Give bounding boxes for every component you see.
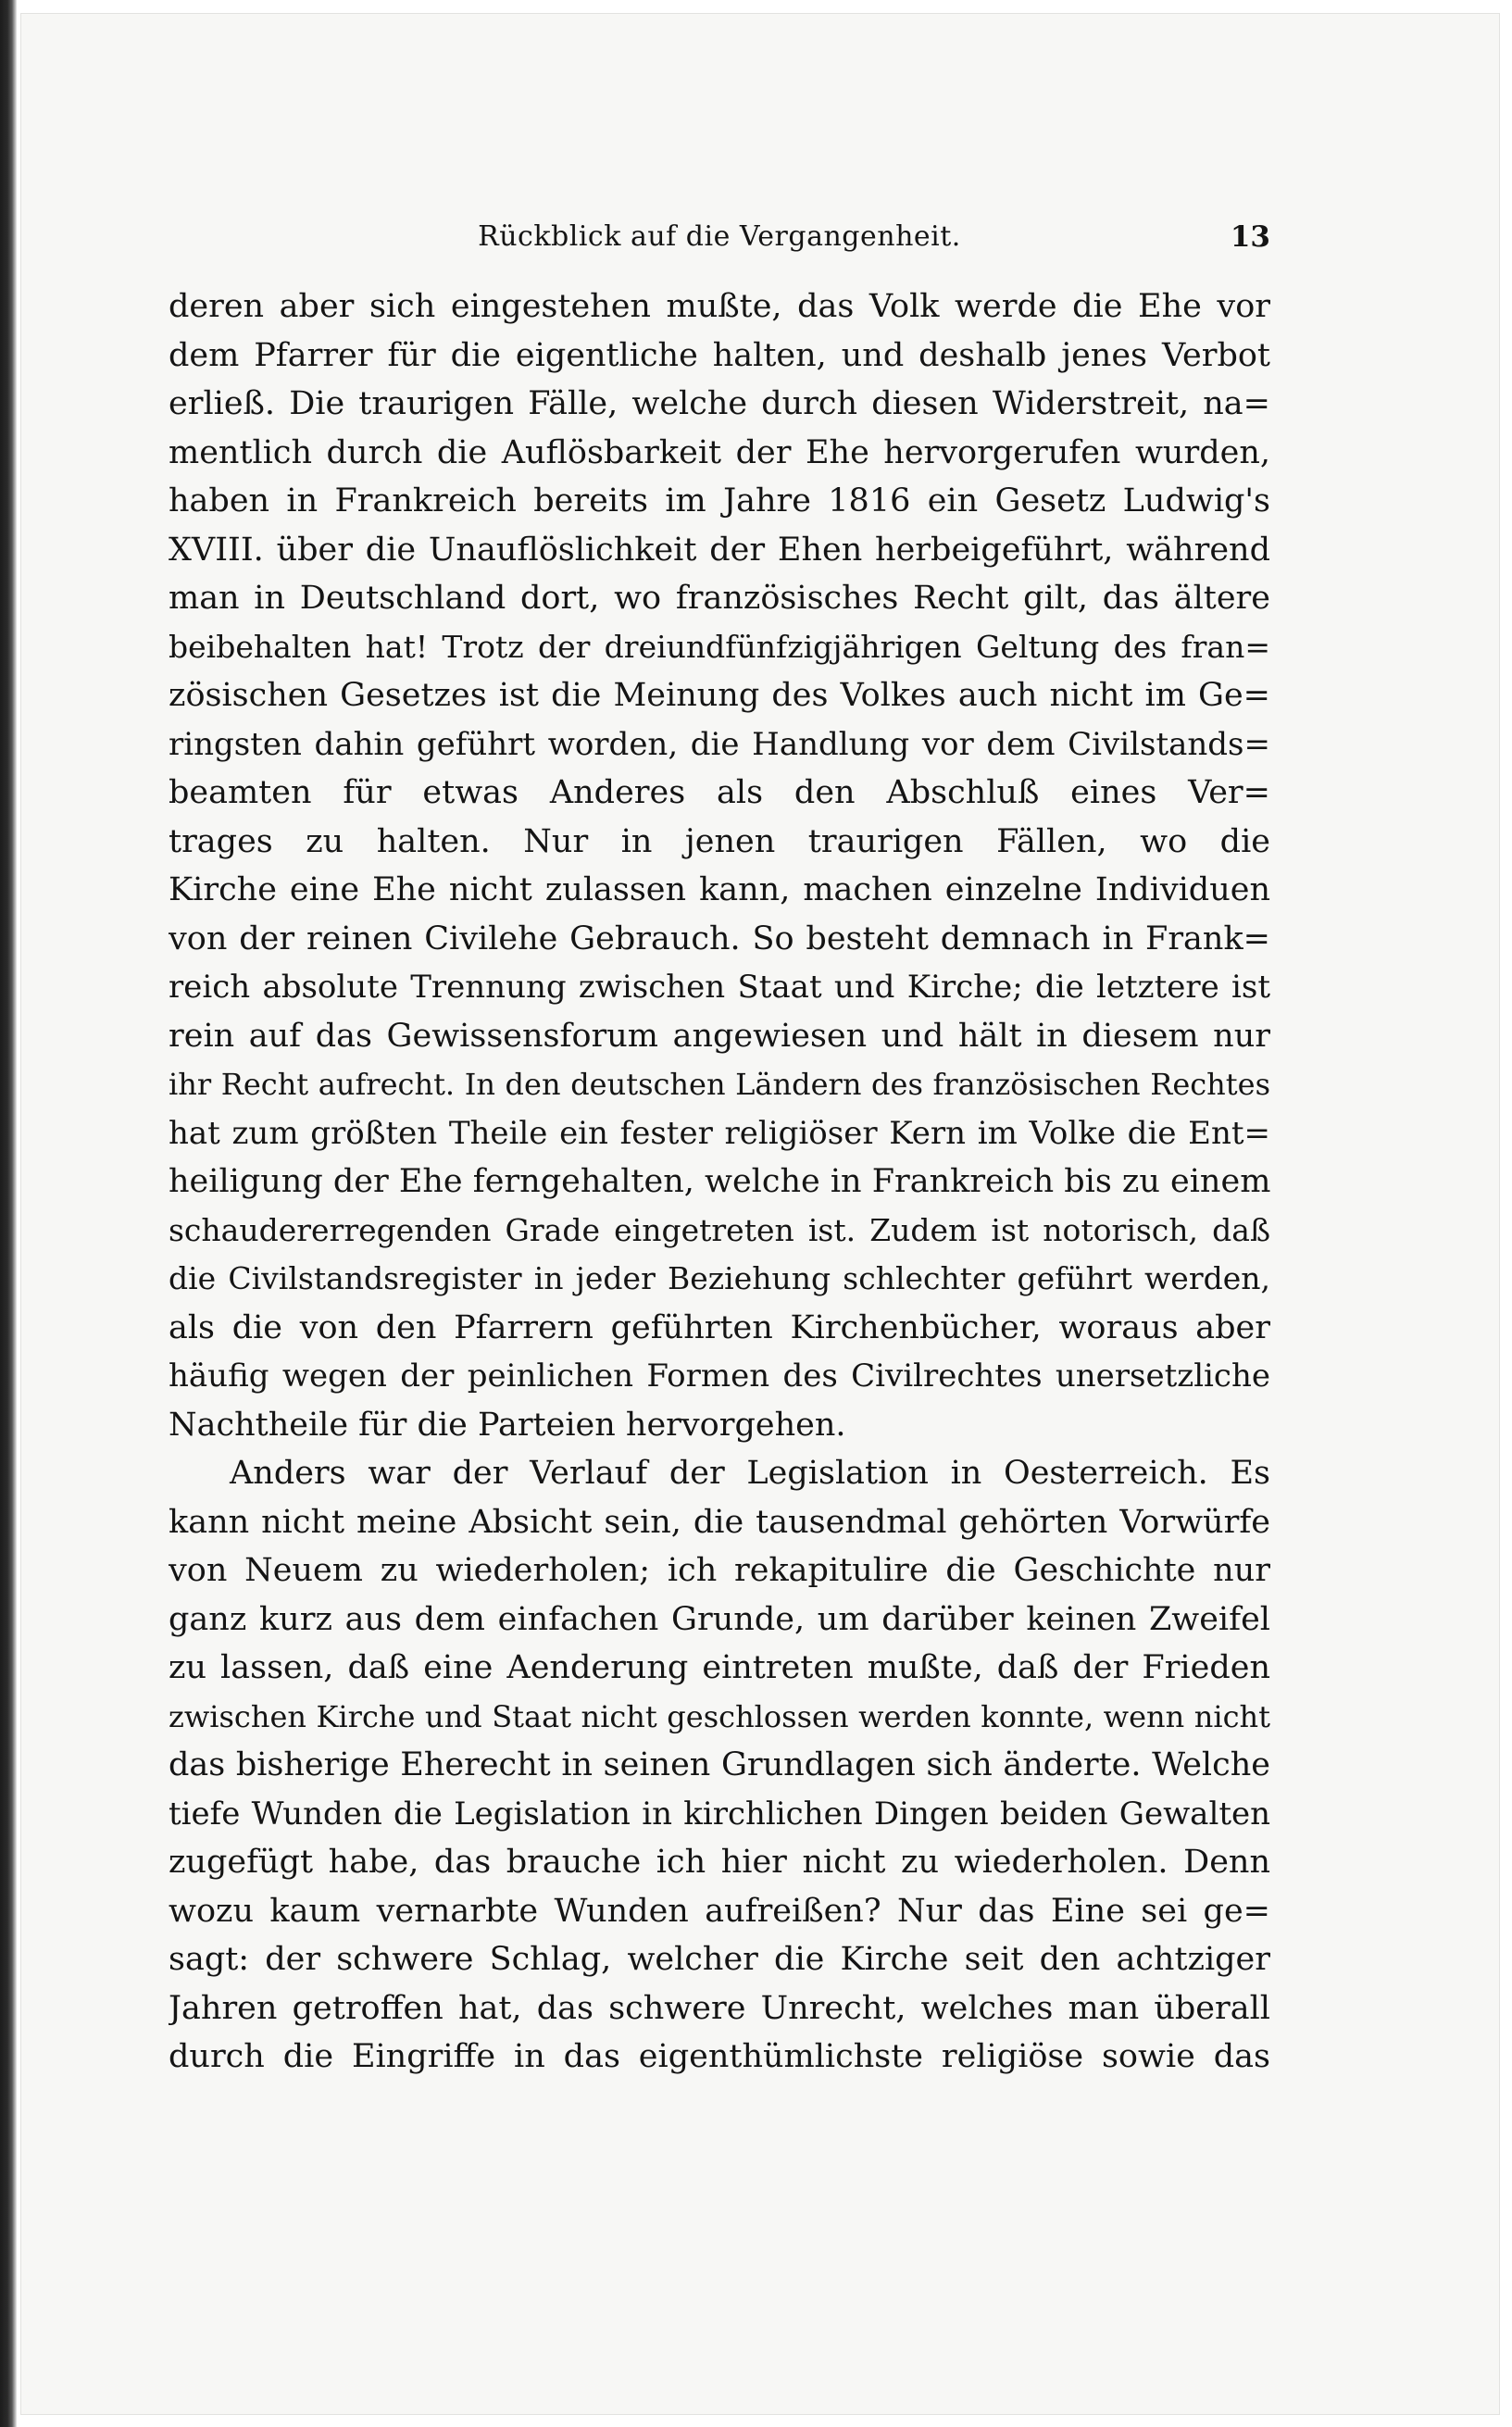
text-line: mentlich durch die Auflösbarkeit der Ehe hervorgerufen wurden, [169, 433, 1270, 471]
text-line: tiefe Wunden die Legislation in kirchlichen Dingen beiden Gewalten [169, 1795, 1270, 1833]
text-line: durch die Eingriffe in das eigenthümlichste religiöse sowie das [169, 2038, 1270, 2075]
text-line: deren aber sich eingestehen mußte, das Volk werde die Ehe vor [169, 288, 1270, 325]
text-line: ringsten dahin geführt worden, die Handlung vor dem Civilstands= [169, 725, 1270, 763]
text-line: kann nicht meine Absicht sein, die tausendmal gehörten Vorwürfe [169, 1503, 1270, 1541]
text-line: Anders war der Verlauf der Legislation in Oesterreich. Es [230, 1455, 1270, 1492]
text-line: haben in Frankreich bereits im Jahre 1816 ein Gesetz Ludwig's [169, 482, 1270, 519]
text-line: heiligung der Ehe ferngehalten, welche in Frankreich bis zu einem [169, 1163, 1270, 1200]
text-line: ihr Recht aufrecht. In den deutschen Ländern des französischen Rechtes [169, 1067, 1270, 1102]
text-line: rein auf das Gewissensforum angewiesen und hält in diesem nur [169, 1017, 1270, 1055]
text-line: von der reinen Civilehe Gebrauch. So besteht demnach in Frank= [169, 920, 1270, 957]
text-line: reich absolute Trennung zwischen Staat und Kirche; die letztere ist [169, 969, 1270, 1006]
running-head [169, 220, 1270, 257]
text-line: von Neuem zu wiederholen; ich rekapitulire die Geschichte nur [169, 1552, 1270, 1589]
text-line: erließ. Die traurigen Fälle, welche durch diesen Widerstreit, na= [169, 385, 1270, 422]
text-line: sagt: der schwere Schlag, welcher die Kirche seit den achtziger [169, 1941, 1270, 1978]
text-line: häufig wegen der peinlichen Formen des Civilrechtes unersetzliche [169, 1357, 1270, 1395]
text-line: schaudererregenden Grade eingetreten ist. Zudem ist notorisch, daß [169, 1211, 1270, 1248]
text-line: wozu kaum vernarbte Wunden aufreißen? Nur das Eine sei ge= [169, 1892, 1270, 1930]
scan-edge [0, 0, 17, 2427]
text-line: trages zu halten. Nur in jenen traurigen Fällen, wo die [169, 822, 1270, 860]
text-line: das bisherige Eherecht in seinen Grundlagen sich änderte. Welche [169, 1746, 1270, 1783]
text-line: zugefügt habe, das brauche ich hier nicht zu wiederholen. Denn [169, 1844, 1270, 1881]
body-text [169, 282, 1270, 2082]
text-line: man in Deutschland dort, wo französisches Recht gilt, das ältere [169, 580, 1270, 617]
text-line: beamten für etwas Anderes als den Abschluß eines Ver= [169, 774, 1270, 811]
text-line: Nachtheile für die Parteien hervorgehen. [169, 1406, 846, 1444]
text-line: die Civilstandsregister in jeder Beziehung schlechter geführt werden, [169, 1260, 1270, 1296]
text-line: XVIII. über die Unauflöslichkeit der Ehen herbeigeführt, während [169, 531, 1270, 569]
text-line: zösischen Gesetzes ist die Meinung des Volkes auch nicht im Ge= [169, 677, 1270, 714]
text-line: beibehalten hat! Trotz der dreiundfünfzigjährigen Geltung des fran= [169, 628, 1270, 665]
text-line: zu lassen, daß eine Aenderung eintreten mußte, daß der Frieden [169, 1649, 1270, 1686]
text-line: als die von den Pfarrern geführten Kirchenbücher, woraus aber [169, 1308, 1270, 1346]
text-line: dem Pfarrer für die eigentliche halten, und deshalb jenes Verbot [169, 336, 1270, 374]
text-line: ganz kurz aus dem einfachen Grunde, um darüber keinen Zweifel [169, 1600, 1270, 1638]
text-line: zwischen Kirche und Staat nicht geschlossen werden konnte, wenn nicht [169, 1698, 1270, 1734]
paragraph-1 [169, 282, 1270, 1449]
text-line: hat zum größten Theile ein fester religiöser Kern im Volke die Ent= [169, 1114, 1270, 1152]
running-title: Rückblick auf die Vergangenheit. [478, 220, 961, 253]
text-line: Jahren getroffen hat, das schwere Unrecht, welches man überall [169, 1989, 1270, 2027]
paragraph-2 [169, 1449, 1270, 2082]
page-number: 13 [1230, 220, 1270, 254]
text-line: Kirche eine Ehe nicht zulassen kann, machen einzelne Individuen [169, 871, 1270, 908]
